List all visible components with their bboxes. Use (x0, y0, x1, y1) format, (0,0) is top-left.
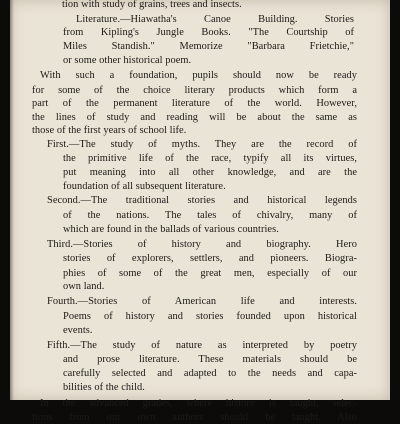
text-line: own land. (63, 281, 105, 292)
page-gutter-shadow (10, 0, 14, 400)
text-line: which are found in the ballads of various countries. (63, 224, 279, 235)
text-line: events. (63, 325, 93, 336)
text-line: Miles Standish." Memorize "Barbara Frietchie," (63, 41, 354, 52)
text-line: part of the permanent literature of the world. However, (32, 98, 357, 109)
text-line: First.—The study of myths. They are the record of (47, 139, 357, 150)
text-line: Second.—The traditional stories and historical legends (47, 195, 357, 206)
text-line: put meaning into all other knowledge, and are the (63, 167, 357, 178)
text-line: Fifth.—The study of nature as interpreted by poetry (47, 340, 357, 351)
text-line: tion with study of grains, trees and insects. (62, 0, 242, 10)
text-line: Literature.—Hiawatha's Canoe Building. Stories (76, 14, 354, 25)
text-line: carefully selected and adapted to the needs and capa- (63, 368, 357, 379)
text-line: Poems of history and stories founded upon historical (63, 311, 357, 322)
text-line: Third.—Stories of history and biography. Hero (47, 239, 357, 250)
text-line: from Kipling's Jungle Books. "The Courtship of (63, 27, 354, 38)
text-line: With such a foundation, pupils should now be ready (40, 70, 357, 81)
text-line: Fourth.—Stories of American life and interests. (47, 296, 357, 307)
text-line: In the advanced grades, where history is taught, selec- (40, 398, 357, 409)
text-line: the lines of study and reading will be about the same as (32, 112, 357, 123)
text-line: and prose literature. These materials should be (63, 354, 357, 365)
text-line: phies of some of the great men, especially of our (63, 268, 357, 279)
text-line: or some other historical poem. (63, 55, 192, 66)
text-line: tions from our own authors should be taught. Also (32, 412, 357, 423)
text-line: the primitive life of the race, typify all its virtues, (63, 153, 357, 164)
text-line: of the nations. The tales of chivalry, many of (63, 210, 357, 221)
text-line: for some of the choice literary products which form a (32, 85, 357, 96)
text-line: those of the first years of school life. (32, 125, 187, 136)
text-line: bilities of the child. (63, 382, 145, 393)
text-line: foundation of all subsequent literature. (63, 181, 226, 192)
text-line: stories of explorers, settlers, and pioneers. Biogra- (63, 253, 357, 264)
